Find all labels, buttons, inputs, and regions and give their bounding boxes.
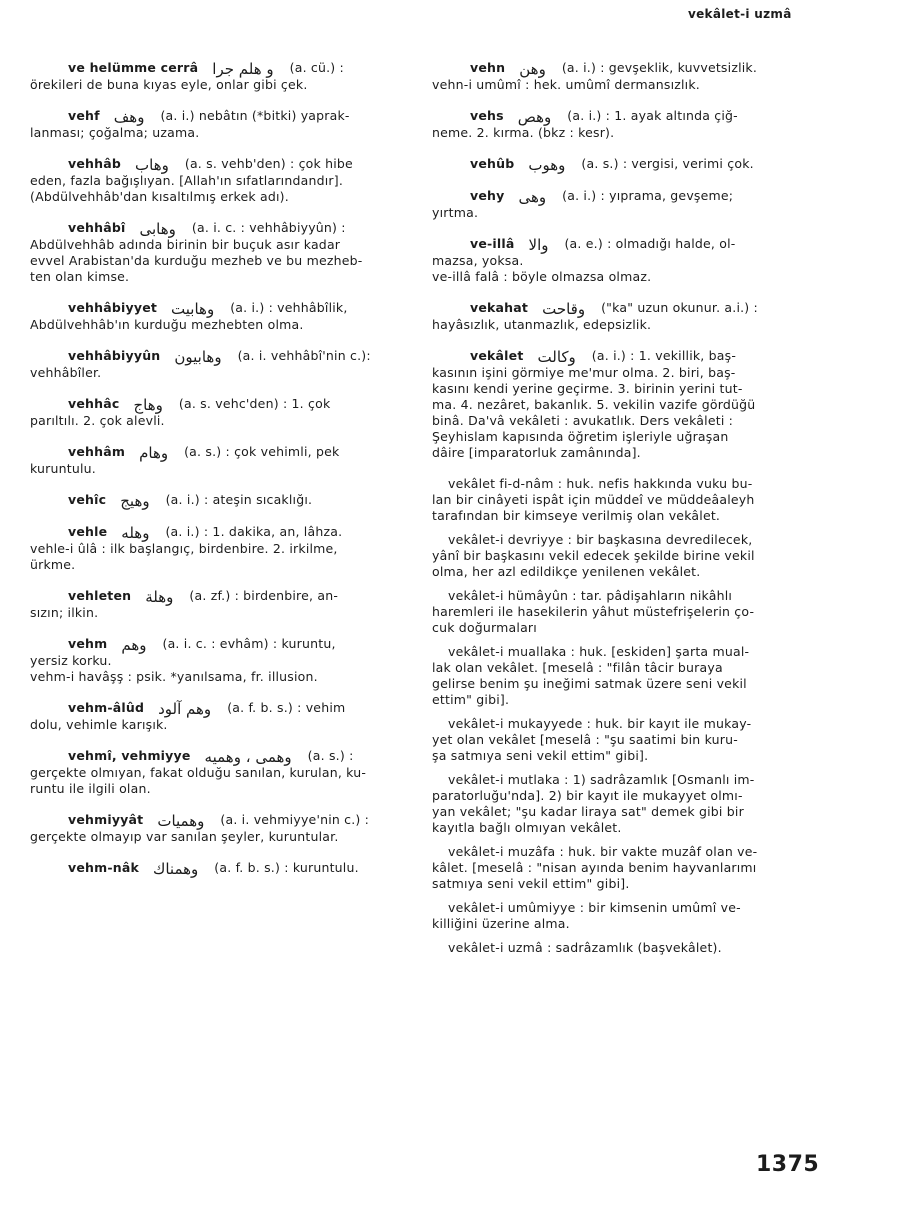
entry-first-line <box>30 300 405 317</box>
entry-definition-start: (a. i.) : vehhâbîlik, <box>230 300 348 315</box>
dictionary-entry <box>30 524 405 573</box>
headword: vehs <box>470 108 504 123</box>
entry-definition-start: (a. i. c. : vehhâbiyyûn) : <box>191 220 346 235</box>
dictionary-entry <box>30 700 405 733</box>
arabic-spelling: وهلة <box>145 588 174 606</box>
arabic-spelling: وهابيت <box>171 300 215 318</box>
entry-text-line: sızın; ilkin. <box>30 605 99 620</box>
entry-definition-start: (a. s.) : <box>307 748 354 763</box>
entry-text-line: kayıtla bağlı olmıyan vekâlet. <box>432 820 622 835</box>
arabic-spelling: وهوب <box>528 156 566 174</box>
entry-definition-start: (a. zf.) : birdenbire, an- <box>189 588 339 603</box>
entry-definition-start: (a. i.) : ateşin sıcaklığı. <box>165 492 313 507</box>
entry-first-line <box>432 188 807 205</box>
headword: vehn <box>470 60 506 75</box>
dictionary-entry <box>30 396 405 429</box>
entry-text-line: kuruntulu. <box>30 461 96 476</box>
running-header: vekâlet-i uzmâ <box>688 7 792 21</box>
headword: vehhâc <box>68 396 120 411</box>
arabic-spelling: وهاب <box>135 156 169 174</box>
arabic-spelling: وهص <box>517 108 552 126</box>
dictionary-entry <box>432 108 807 141</box>
dictionary-entry <box>30 220 405 285</box>
arabic-spelling: وهاج <box>133 396 163 414</box>
entry-definition-start: (a. f. b. s.) : kuruntulu. <box>214 860 359 875</box>
entry-first-line <box>30 524 405 541</box>
headword: vehmiyyât <box>68 812 144 827</box>
entry-first-line <box>432 108 807 125</box>
dictionary-entry <box>30 748 405 797</box>
headword: vekahat <box>470 300 529 315</box>
dictionary-entry <box>432 156 807 173</box>
entry-text-line: gerçekte olmayıp var sanılan şeyler, kuruntular. <box>30 829 339 844</box>
headword: vehm-âlûd <box>68 700 145 715</box>
entry-definition-start: (a. i. vehhâbî'nin c.): <box>237 348 371 363</box>
dictionary-entry <box>30 588 405 621</box>
entry-definition-start: (a. cü.) : <box>289 60 344 75</box>
entry-definition-start: ("ka" uzun okunur. a.i.) : <box>601 300 758 315</box>
headword: vehf <box>68 108 100 123</box>
dictionary-entry <box>432 188 807 221</box>
headword: vehhâb <box>68 156 122 171</box>
entry-text-line: Şeyhislam kapısında öğretim işleriyle uğraşan <box>432 429 729 444</box>
arabic-spelling: وهله <box>121 524 150 542</box>
dictionary-entry <box>30 108 405 141</box>
headword: vehm <box>68 636 108 651</box>
entry-text-line: evvel Arabistan'da kurduğu mezheb ve bu mezheb- <box>30 253 363 268</box>
entry-first-line <box>432 156 807 173</box>
entry-definition-start: (a. s. vehb'den) : çok hibe <box>184 156 353 171</box>
headword: ve-illâ <box>470 236 515 251</box>
entry-text-line: neme. 2. kırma. (bkz : kesr). <box>432 125 615 140</box>
entry-text-line: (Abdülvehhâb'dan kısaltılmış erkek adı). <box>30 189 289 204</box>
entry-text-line: kâlet. [meselâ : "nisan ayında benim hayvanlarımı <box>432 860 757 875</box>
entry-first-line <box>30 588 405 605</box>
entry-text-line: vekâlet-i muzâfa : huk. bir vakte muzâf olan ve- <box>448 844 758 859</box>
entry-first-line <box>30 860 405 877</box>
arabic-spelling: وهمناك <box>153 860 199 878</box>
entry-text-line: parıltılı. 2. çok alevli. <box>30 413 165 428</box>
entry-text-line: cuk doğurmaları <box>432 620 537 635</box>
entry-text-line: vehm-i havâşş : psik. *yanılsama, fr. illusion. <box>30 669 318 684</box>
dictionary-entry <box>30 812 405 845</box>
dictionary-entry <box>432 532 807 580</box>
entry-text-line: killiğini üzerine alma. <box>432 916 570 931</box>
entry-text-line: hayâsızlık, utanmazlık, edepsizlik. <box>432 317 652 332</box>
arabic-spelling: وهن <box>519 60 546 78</box>
dictionary-entry <box>30 860 405 877</box>
dictionary-entry <box>30 348 405 381</box>
entry-text-line: mazsa, yoksa. <box>432 253 524 268</box>
page-number: 1375 <box>756 1152 820 1177</box>
headword: vehhâbiyyûn <box>68 348 161 363</box>
entry-text-line: vekâlet-i uzmâ : sadrâzamlık (başvekâlet). <box>448 940 722 955</box>
headword: vehhâm <box>68 444 126 459</box>
entry-text-line: yan vekâlet; "şu kadar liraya sat" demek gibi bir <box>432 804 744 819</box>
entry-text-line: kasının işini görmiye me'mur olma. 2. biri, baş- <box>432 365 736 380</box>
entry-definition-start: (a. i.) : yıprama, gevşeme; <box>562 188 734 203</box>
arabic-spelling: وهميات <box>157 812 205 830</box>
entry-text-line: runtu ile ilgili olan. <box>30 781 151 796</box>
entry-text-line: ve-illâ falâ : böyle olmazsa olmaz. <box>432 269 652 284</box>
entry-definition-start: (a. e.) : olmadığı halde, ol- <box>564 236 736 251</box>
headword: vehmî, vehmiyye <box>68 748 191 763</box>
entry-text-line: ettim" gibi]. <box>432 692 510 707</box>
entry-definition-start: (a. i. vehmiyye'nin c.) : <box>220 812 370 827</box>
entry-text-line: Abdülvehhâb adında birinin bir buçuk asır kadar <box>30 237 341 252</box>
entry-text-line: vekâlet-i mukayyede : huk. bir kayıt ile mukay- <box>448 716 752 731</box>
entry-text-line: yânî bir başkasını vekil edecek şekilde birine vekil <box>432 548 755 563</box>
entry-first-line <box>30 748 405 765</box>
entry-first-line <box>432 236 807 253</box>
arabic-spelling: وكالت <box>537 348 576 366</box>
entry-text-line: lan bir cinâyeti ispât için müddeî ve müddeâaleyh <box>432 492 755 507</box>
headword: vehhâbî <box>68 220 126 235</box>
entry-text-line: vehhâbîler. <box>30 365 102 380</box>
dictionary-entry <box>432 844 807 892</box>
entry-text-line: yırtma. <box>432 205 479 220</box>
dictionary-entry <box>30 636 405 685</box>
entry-first-line <box>30 700 405 717</box>
entry-definition-start: (a. f. b. s.) : vehim <box>227 700 346 715</box>
left-column <box>30 60 405 892</box>
headword: vehhâbiyyet <box>68 300 158 315</box>
headword: ve helümme cerrâ <box>68 60 199 75</box>
dictionary-entry <box>432 236 807 285</box>
dictionary-entry <box>432 60 807 93</box>
dictionary-entry <box>432 588 807 636</box>
entry-first-line <box>30 636 405 653</box>
arabic-spelling: وهام <box>139 444 169 462</box>
entry-text-line: vekâlet fi-d-nâm : huk. nefis hakkında vuku bu- <box>448 476 753 491</box>
headword: vehy <box>470 188 505 203</box>
entry-text-line: vekâlet-i umûmiyye : bir kimsenin umûmî ve- <box>448 900 741 915</box>
entry-text-line: binâ. Da'vâ vekâleti : avukatlık. Ders vekâleti : <box>432 413 734 428</box>
dictionary-entry <box>30 492 405 509</box>
headword: vehle <box>68 524 108 539</box>
entry-text-line: tarafından bir kimseye verilmiş olan vekâlet. <box>432 508 721 523</box>
entry-text-line: Abdülvehhâb'ın kurduğu mezhebten olma. <box>30 317 304 332</box>
entry-first-line <box>30 220 405 237</box>
entry-first-line <box>432 60 807 77</box>
entry-definition-start: (a. i.) : 1. dakika, an, lâhza. <box>165 524 343 539</box>
entry-text-line: eden, fazla bağışlıyan. [Allah'ın sıfatlarındandır]. <box>30 173 343 188</box>
dictionary-entry <box>432 348 807 461</box>
entry-text-line: vekâlet-i devriyye : bir başkasına devredilecek, <box>448 532 753 547</box>
arabic-spelling: وهمى ، وهميه <box>204 748 292 766</box>
dictionary-entry <box>30 444 405 477</box>
entry-first-line <box>30 60 405 77</box>
dictionary-entry <box>432 716 807 764</box>
entry-text-line: gerçekte olmıyan, fakat olduğu sanılan, kurulan, ku- <box>30 765 367 780</box>
dictionary-entry <box>432 900 807 932</box>
entry-first-line <box>30 444 405 461</box>
entry-definition-start: (a. i.) : gevşeklik, kuvvetsizlik. <box>561 60 758 75</box>
entry-first-line <box>30 396 405 413</box>
entry-first-line <box>30 108 405 125</box>
dictionary-entry <box>432 476 807 524</box>
entry-text-line: vehn-i umûmî : hek. umûmî dermansızlık. <box>432 77 700 92</box>
entry-first-line <box>432 300 807 317</box>
entry-first-line <box>30 812 405 829</box>
arabic-spelling: وقاحت <box>542 300 586 318</box>
entry-definition-start: (a. s. vehc'den) : 1. çok <box>178 396 331 411</box>
arabic-spelling: والا <box>528 236 549 254</box>
dictionary-entry <box>30 156 405 205</box>
entry-text-line: paratorluğu'nda]. 2) bir kayıt ile mukayyet olmı- <box>432 788 743 803</box>
entry-text-line: gelirse benim şu ineğimi satmak üzere seni vekil <box>432 676 747 691</box>
right-column <box>432 60 807 964</box>
entry-text-line: vekâlet-i mutlaka : 1) sadrâzamlık [Osmanlı im- <box>448 772 755 787</box>
entry-text-line: ten olan kimse. <box>30 269 130 284</box>
dictionary-entry <box>432 940 807 956</box>
dictionary-entry <box>30 300 405 333</box>
dictionary-entry <box>30 60 405 93</box>
entry-first-line <box>30 492 405 509</box>
headword: vehleten <box>68 588 132 603</box>
entry-text-line: örekileri de buna kıyas eyle, onlar gibi çek. <box>30 77 308 92</box>
headword: vehm-nâk <box>68 860 139 875</box>
entry-definition-start: (a. i.) nebâtın (*bitki) yaprak- <box>160 108 350 123</box>
entry-first-line <box>432 348 807 365</box>
dictionary-entry <box>432 644 807 708</box>
entry-definition-start: (a. i.) : 1. vekillik, baş- <box>591 348 737 363</box>
arabic-spelling: وهيج <box>120 492 150 510</box>
dictionary-entry <box>432 772 807 836</box>
entry-definition-start: (a. s.) : vergisi, verimi çok. <box>581 156 754 171</box>
arabic-spelling: وهى <box>518 188 547 206</box>
entry-definition-start: (a. i.) : 1. ayak altında çiğ- <box>567 108 738 123</box>
entry-text-line: ma. 4. nezâret, bakanlık. 5. vekilin vazife gördüğü <box>432 397 756 412</box>
entry-text-line: vehle-i ûlâ : ilk başlangıç, birdenbire. 2. irkilme, <box>30 541 338 556</box>
entry-text-line: kasını kendi yerine geçirme. 3. birinin yerini tut- <box>432 381 743 396</box>
entry-text-line: yersiz korku. <box>30 653 112 668</box>
entry-first-line <box>30 156 405 173</box>
arabic-spelling: وهابيون <box>174 348 222 366</box>
entry-text-line: olma, her azl edildikçe yenilenen vekâlet. <box>432 564 701 579</box>
headword: vekâlet <box>470 348 524 363</box>
arabic-spelling: وهم <box>121 636 147 654</box>
arabic-spelling: و هلم جرا <box>212 60 274 78</box>
arabic-spelling: وهم آلود <box>158 700 212 718</box>
dictionary-entry <box>432 300 807 333</box>
entry-definition-start: (a. s.) : çok vehimli, pek <box>184 444 340 459</box>
entry-text-line: haremleri ile hasekilerin yâhut müstefrişelerin ço- <box>432 604 755 619</box>
entry-text-line: vekâlet-i muallaka : huk. [eskiden] şarta mual- <box>448 644 750 659</box>
entry-text-line: dolu, vehimle karışık. <box>30 717 168 732</box>
entry-first-line <box>30 348 405 365</box>
entry-text-line: lanması; çoğalma; uzama. <box>30 125 200 140</box>
headword: vehûb <box>470 156 515 171</box>
entry-text-line: lak olan vekâlet. [meselâ : "filân tâcir buraya <box>432 660 723 675</box>
arabic-spelling: وهابى <box>139 220 176 238</box>
entry-text-line: vekâlet-i hümâyûn : tar. pâdişahların nikâhlı <box>448 588 733 603</box>
arabic-spelling: وهف <box>113 108 145 126</box>
entry-text-line: şa satmıya seni vekil ettim" gibi]. <box>432 748 649 763</box>
entry-text-line: yet olan vekâlet [meselâ : "şu saatimi bin kuru- <box>432 732 738 747</box>
entry-definition-start: (a. i. c. : evhâm) : kuruntu, <box>162 636 336 651</box>
headword: vehîc <box>68 492 107 507</box>
entry-text-line: ürkme. <box>30 557 76 572</box>
entry-text-line: satmıya seni vekil ettim" gibi]. <box>432 876 630 891</box>
entry-text-line: dâire [imparatorluk zamânında]. <box>432 445 641 460</box>
